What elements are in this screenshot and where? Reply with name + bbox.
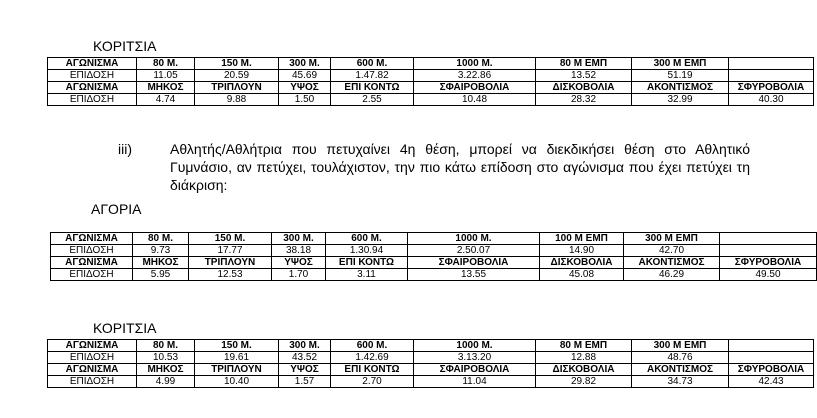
table-header-row xyxy=(48,364,814,376)
value-cell: 4.74 xyxy=(137,94,195,106)
header-cell: ΔΙΣΚΟΒΟΛΙΑ xyxy=(536,82,632,94)
paragraph-text: Αθλητής/Αθλήτρια που πετυχαίνει 4η θέση, μπορεί να διεκδικήσει θέση στο Αθλητικό Γυμνάσιο, αν πετύχει, τουλάχιστον, την πιο κάτω επίδοση στο αγώνισμα που έχει πετύχει τη διάκριση: xyxy=(170,141,750,193)
header-cell: ΑΓΩΝΙΣΜΑ xyxy=(48,58,137,70)
header-cell: 150 Μ. xyxy=(195,340,279,352)
value-cell: 1.50 xyxy=(279,94,331,106)
header-cell: ΥΨΟΣ xyxy=(272,257,326,269)
header-cell: ΑΓΩΝΙΣΜΑ xyxy=(48,364,137,376)
header-cell: 80 Μ. xyxy=(137,340,195,352)
value-cell: 10.48 xyxy=(414,94,536,106)
value-cell xyxy=(720,245,817,257)
value-cell: 5.95 xyxy=(133,269,189,281)
value-cell: 2.70 xyxy=(331,376,414,388)
header-cell: 1000 Μ. xyxy=(408,233,540,245)
section-title-boys: ΑΓΟΡΙΑ xyxy=(91,201,142,217)
results-table-girls-2 xyxy=(47,339,814,388)
header-cell: ΑΓΩΝΙΣΜΑ xyxy=(51,257,133,269)
table-row xyxy=(51,269,817,281)
section-title-girls-1: ΚΟΡΙΤΣΙΑ xyxy=(93,38,157,54)
value-cell: 1.42.69 xyxy=(331,352,414,364)
header-cell: ΑΚΟΝΤΙΣΜΟΣ xyxy=(632,82,729,94)
value-cell: 12.53 xyxy=(189,269,272,281)
results-table-girls-1 xyxy=(47,57,814,106)
value-cell: 46.29 xyxy=(624,269,720,281)
value-cell: 17.77 xyxy=(189,245,272,257)
header-cell: 600 Μ. xyxy=(331,58,414,70)
value-cell: ΕΠΙΔΟΣΗ xyxy=(48,376,137,388)
value-cell: 28.32 xyxy=(536,94,632,106)
header-cell: 300 Μ. xyxy=(279,58,331,70)
table-header-row xyxy=(51,233,817,245)
header-cell: ΑΓΩΝΙΣΜΑ xyxy=(51,233,133,245)
header-cell: ΑΓΩΝΙΣΜΑ xyxy=(48,82,137,94)
table-row xyxy=(48,94,814,106)
table-header-row xyxy=(48,340,814,352)
results-table-boys xyxy=(50,232,817,281)
header-cell: ΤΡΙΠΛΟΥΝ xyxy=(195,364,279,376)
header-cell: ΜΗΚΟΣ xyxy=(137,82,195,94)
header-cell: ΔΙΣΚΟΒΟΛΙΑ xyxy=(536,364,632,376)
value-cell: ΕΠΙΔΟΣΗ xyxy=(51,269,133,281)
paragraph-number: iii) xyxy=(118,141,132,157)
header-cell: ΜΗΚΟΣ xyxy=(133,257,189,269)
header-cell: 300 Μ. xyxy=(279,340,331,352)
header-cell: 150 Μ. xyxy=(195,58,279,70)
header-cell: 300 Μ ΕΜΠ xyxy=(632,340,729,352)
value-cell: 4.99 xyxy=(137,376,195,388)
value-cell: 40.30 xyxy=(729,94,814,106)
value-cell: 1.47.82 xyxy=(331,70,414,82)
header-cell: 150 Μ. xyxy=(189,233,272,245)
value-cell: 3.22.86 xyxy=(414,70,536,82)
value-cell: 32.99 xyxy=(632,94,729,106)
header-cell xyxy=(729,340,814,352)
value-cell: 9.88 xyxy=(195,94,279,106)
value-cell: 1.70 xyxy=(272,269,326,281)
value-cell: 42.70 xyxy=(624,245,720,257)
header-cell: 100 Μ ΕΜΠ xyxy=(540,233,624,245)
header-cell: 300 Μ. xyxy=(272,233,326,245)
value-cell: 29.82 xyxy=(536,376,632,388)
value-cell: ΕΠΙΔΟΣΗ xyxy=(51,245,133,257)
value-cell: 2.55 xyxy=(331,94,414,106)
value-cell xyxy=(729,70,814,82)
value-cell: 10.40 xyxy=(195,376,279,388)
value-cell: ΕΠΙΔΟΣΗ xyxy=(48,70,137,82)
value-cell: 49.50 xyxy=(720,269,817,281)
header-cell: ΤΡΙΠΛΟΥΝ xyxy=(195,82,279,94)
value-cell: 38.18 xyxy=(272,245,326,257)
header-cell: ΥΨΟΣ xyxy=(279,364,331,376)
value-cell: 1.57 xyxy=(279,376,331,388)
header-cell: ΑΓΩΝΙΣΜΑ xyxy=(48,340,137,352)
value-cell: 51.19 xyxy=(632,70,729,82)
value-cell: ΕΠΙΔΟΣΗ xyxy=(48,94,137,106)
value-cell: 3.11 xyxy=(326,269,408,281)
table-row xyxy=(48,376,814,388)
value-cell: 10.53 xyxy=(137,352,195,364)
table-header-row xyxy=(51,257,817,269)
header-cell: ΣΦΥΡΟΒΟΛΙΑ xyxy=(729,364,814,376)
value-cell: 3.13.20 xyxy=(414,352,536,364)
value-cell: 45.69 xyxy=(279,70,331,82)
value-cell: 14.90 xyxy=(540,245,624,257)
table-row xyxy=(51,245,817,257)
value-cell: 34.73 xyxy=(632,376,729,388)
header-cell: ΣΦΥΡΟΒΟΛΙΑ xyxy=(720,257,817,269)
header-cell: 300 Μ ΕΜΠ xyxy=(632,58,729,70)
value-cell: 42.43 xyxy=(729,376,814,388)
header-cell: 600 Μ. xyxy=(331,340,414,352)
header-cell: ΣΦΑΙΡΟΒΟΛΙΑ xyxy=(414,82,536,94)
header-cell: 80 Μ. xyxy=(137,58,195,70)
header-cell xyxy=(720,233,817,245)
header-cell: ΣΦΥΡΟΒΟΛΙΑ xyxy=(729,82,814,94)
header-cell xyxy=(729,58,814,70)
header-cell: ΔΙΣΚΟΒΟΛΙΑ xyxy=(540,257,624,269)
header-cell: 600 Μ. xyxy=(326,233,408,245)
header-cell: ΤΡΙΠΛΟΥΝ xyxy=(189,257,272,269)
value-cell: 20.59 xyxy=(195,70,279,82)
value-cell: 1.30.94 xyxy=(326,245,408,257)
header-cell: ΣΦΑΙΡΟΒΟΛΙΑ xyxy=(408,257,540,269)
header-cell: 300 Μ ΕΜΠ xyxy=(624,233,720,245)
value-cell: 43.52 xyxy=(279,352,331,364)
header-cell: ΕΠΙ ΚΟΝΤΩ xyxy=(331,82,414,94)
table-row xyxy=(48,352,814,364)
value-cell: 11.05 xyxy=(137,70,195,82)
value-cell: 48.76 xyxy=(632,352,729,364)
header-cell: 1000 Μ. xyxy=(414,340,536,352)
header-cell: 80 Μ ΕΜΠ xyxy=(536,340,632,352)
header-cell: ΑΚΟΝΤΙΣΜΟΣ xyxy=(624,257,720,269)
value-cell: 19.61 xyxy=(195,352,279,364)
value-cell: 9.73 xyxy=(133,245,189,257)
header-cell: ΜΗΚΟΣ xyxy=(137,364,195,376)
header-cell: ΕΠΙ ΚΟΝΤΩ xyxy=(331,364,414,376)
table-row xyxy=(48,70,814,82)
value-cell: 12.88 xyxy=(536,352,632,364)
header-cell: ΥΨΟΣ xyxy=(279,82,331,94)
header-cell: 80 Μ ΕΜΠ xyxy=(536,58,632,70)
header-cell: 80 Μ. xyxy=(133,233,189,245)
value-cell: 13.52 xyxy=(536,70,632,82)
header-cell: ΣΦΑΙΡΟΒΟΛΙΑ xyxy=(414,364,536,376)
value-cell: 13.55 xyxy=(408,269,540,281)
value-cell: ΕΠΙΔΟΣΗ xyxy=(48,352,137,364)
table-header-row xyxy=(48,82,814,94)
section-title-girls-2: ΚΟΡΙΤΣΙΑ xyxy=(93,320,157,336)
header-cell: 1000 Μ. xyxy=(414,58,536,70)
header-cell: ΑΚΟΝΤΙΣΜΟΣ xyxy=(632,364,729,376)
value-cell xyxy=(729,352,814,364)
value-cell: 11.04 xyxy=(414,376,536,388)
header-cell: ΕΠΙ ΚΟΝΤΩ xyxy=(326,257,408,269)
value-cell: 2.50.07 xyxy=(408,245,540,257)
value-cell: 45.08 xyxy=(540,269,624,281)
table-header-row xyxy=(48,58,814,70)
